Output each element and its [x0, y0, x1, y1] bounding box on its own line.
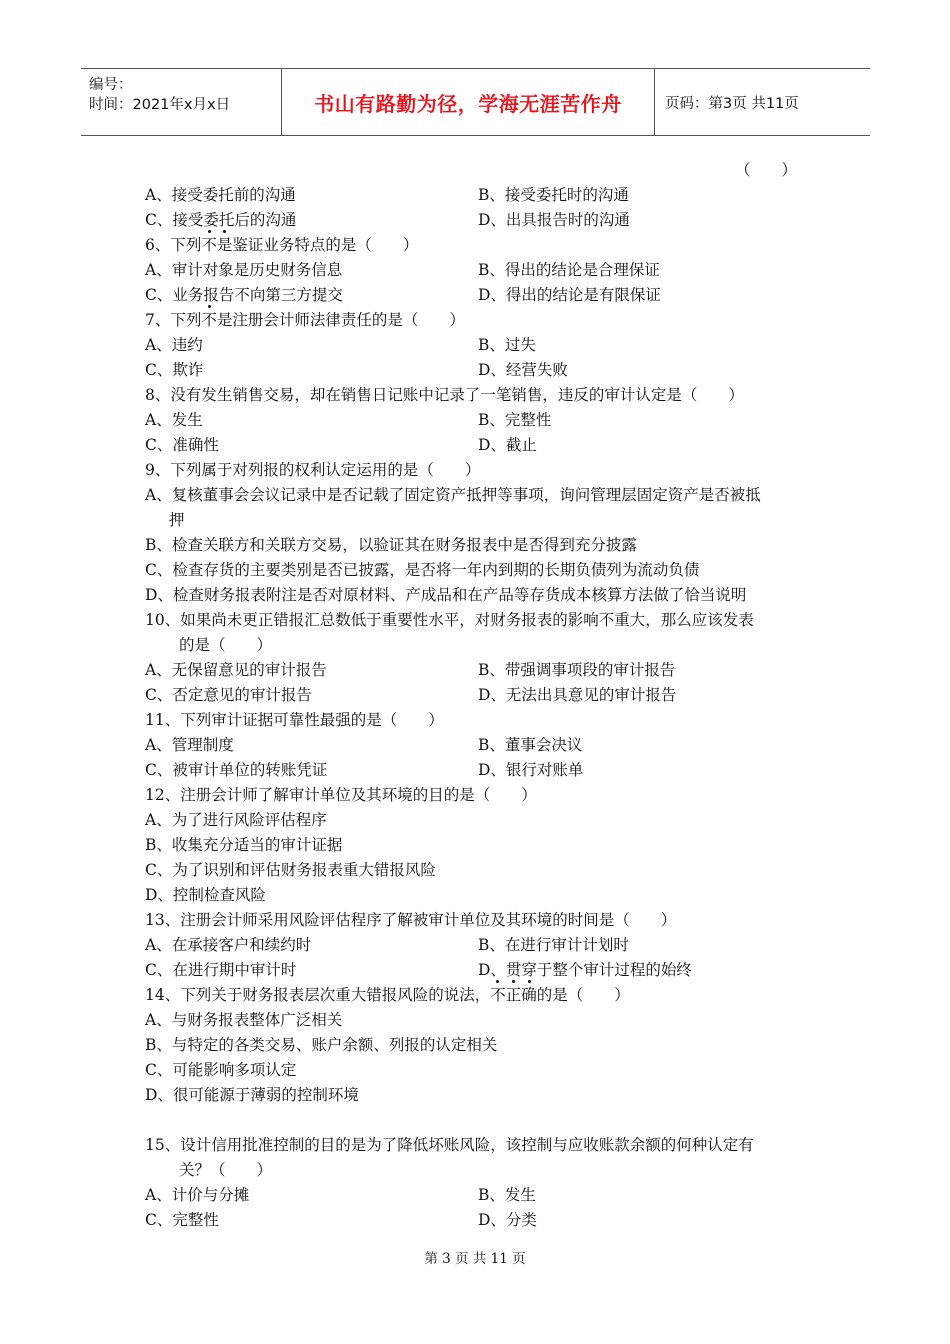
option-row [145, 758, 825, 783]
option: B、带强调事项段的审计报告 [478, 661, 676, 679]
emphasis-char: 确 [521, 983, 537, 1008]
option-row [145, 1208, 825, 1233]
page-footer: 第 3 页 共 11 页 [424, 1251, 526, 1267]
option: D、得出的结论是有限保证 [478, 286, 661, 304]
option: C、接受委托后的沟通 [145, 211, 297, 229]
option: D、分类 [478, 1211, 537, 1229]
option: B、得出的结论是合理保证 [478, 261, 660, 279]
option: A、审计对象是历史财务信息 [145, 261, 343, 279]
option: D、控制检查风险 [145, 886, 266, 904]
question-10-continued: 的是（ ） [179, 636, 273, 654]
header-motto: 书山有路勤为径，学海无涯苦作舟 [282, 69, 655, 135]
emphasis-char: 是 [217, 233, 233, 258]
option: C、业务报告不向第三方提交 [145, 286, 343, 304]
option: B、发生 [478, 1186, 536, 1204]
option: B、完整性 [478, 411, 552, 429]
option-row [145, 933, 825, 958]
emphasis-char: 不 [201, 233, 217, 258]
option: D、贯穿于整个审计过程的始终 [478, 961, 692, 979]
option-row [145, 733, 825, 758]
option: C、否定意见的审计报告 [145, 686, 312, 704]
question-6: 6、下列不是鉴证业务特点的是（ ） [145, 233, 825, 258]
option: C、准确性 [145, 436, 219, 454]
option: B、收集充分适当的审计证据 [145, 836, 343, 854]
question-13: 13、注册会计师采用风险评估程序了解被审计单位及其环境的时间是（ ） [145, 911, 677, 929]
option: A、违约 [145, 336, 203, 354]
header-meta [81, 69, 282, 135]
option: C、可能影响多项认定 [145, 1061, 297, 1079]
option-row [145, 433, 825, 458]
option: A、接受委托前的沟通 [145, 186, 296, 204]
option-row [145, 658, 825, 683]
option-row [145, 683, 825, 708]
question-9: 9、下列属于对列报的权利认定运用的是（ ） [145, 461, 481, 479]
option: C、检查存货的主要类别是否已披露，是否将一年内到期的长期负债列为流动负债 [145, 561, 700, 579]
option-row [145, 408, 825, 433]
question-8: 8、没有发生销售交易，却在销售日记账中记录了一笔销售，违反的审计认定是（ ） [145, 386, 744, 404]
option-row [145, 283, 825, 308]
option: C、为了识别和评估财务报表重大错报风险 [145, 861, 436, 879]
time-label: 时间：2021年x月x日 [89, 97, 231, 113]
option: C、在进行期中审计时 [145, 961, 297, 979]
option-continued: 押 [169, 511, 185, 529]
exam-content [145, 158, 825, 1233]
option: A、复核董事会会议记录中是否记载了固定资产抵押等事项，询问管理层固定资产是否被抵 [145, 486, 761, 504]
header-page-label: 页码：第3页 共11页 [665, 95, 799, 112]
spacer [145, 1108, 825, 1133]
option: B、检查关联方和关联方交易，以验证其在财务报表中是否得到充分披露 [145, 536, 637, 554]
option: A、发生 [145, 411, 203, 429]
option: D、无法出具意见的审计报告 [478, 686, 677, 704]
option: A、在承接客户和续约时 [145, 936, 312, 954]
option: D、经营失败 [478, 361, 568, 379]
emphasis-char: 不 [201, 308, 217, 333]
emphasis-char: 不 [490, 983, 506, 1008]
option: A、为了进行风险评估程序 [145, 811, 327, 829]
question-14: 14、下列关于财务报表层次重大错报风险的说法，不正确的是（ ） [145, 983, 825, 1008]
option: A、计价与分摊 [145, 1186, 250, 1204]
option-row [145, 258, 825, 283]
question-10: 10、如果尚未更正错报汇总数低于重要性水平，对财务报表的影响不重大，那么应该发表 [145, 611, 754, 629]
option: C、被审计单位的转账凭证 [145, 761, 328, 779]
option-row [145, 958, 825, 983]
emphasis-char: 正 [506, 983, 522, 1008]
option: C、完整性 [145, 1211, 219, 1229]
question-12: 12、注册会计师了解审计单位及其环境的目的是（ ） [145, 786, 537, 804]
question-7: 7、下列不是注册会计师法律责任的是（ ） [145, 308, 825, 333]
option: B、过失 [478, 336, 536, 354]
option: D、银行对账单 [478, 761, 584, 779]
serial-label: 编号： [89, 77, 133, 93]
option: D、截止 [478, 436, 537, 454]
option: D、很可能源于薄弱的控制环境 [145, 1086, 359, 1104]
option-row [145, 208, 825, 233]
question-11: 11、下列审计证据可靠性最强的是（ ） [145, 711, 444, 729]
option-row [145, 183, 825, 208]
option: D、出具报告时的沟通 [478, 211, 630, 229]
option: A、与财务报表整体广泛相关 [145, 1011, 343, 1029]
option-row [145, 358, 825, 383]
option: B、与特定的各类交易、账户余额、列报的认定相关 [145, 1036, 498, 1054]
option-row [145, 1183, 825, 1208]
option: B、董事会决议 [478, 736, 583, 754]
question-15: 15、设计信用批准控制的目的是为了降低坏账风险，该控制与应收账款余额的何种认定有 [145, 1136, 754, 1154]
option-row [145, 333, 825, 358]
option: C、欺诈 [145, 361, 204, 379]
option: A、管理制度 [145, 736, 234, 754]
option: D、检查财务报表附注是否对原材料、产成品和在产品等存货成本核算方法做了恰当说明 [145, 586, 747, 604]
option: B、接受委托时的沟通 [478, 186, 629, 204]
q5-tail: （ ） [734, 161, 797, 179]
page-header [81, 68, 870, 136]
option: A、无保留意见的审计报告 [145, 661, 327, 679]
option: B、在进行审计计划时 [478, 936, 629, 954]
question-15-continued: 关？（ ） [179, 1161, 273, 1179]
